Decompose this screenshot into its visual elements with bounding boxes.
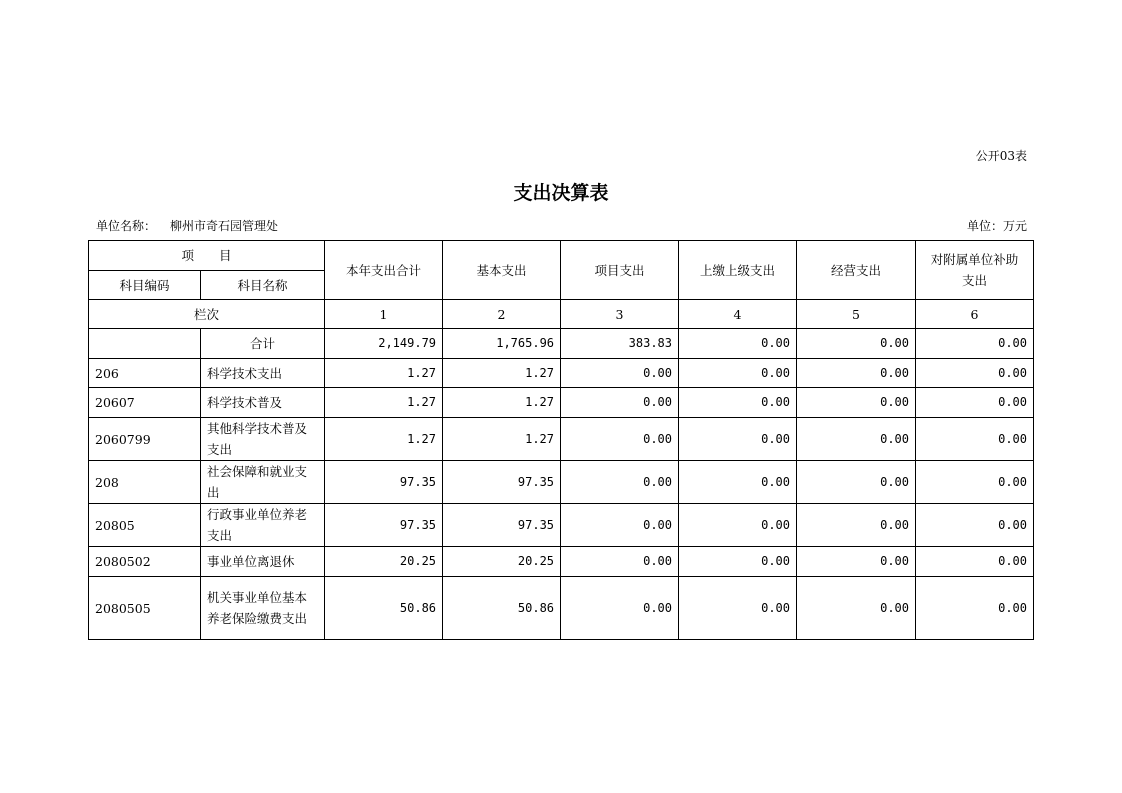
subject-code: 206 <box>89 359 201 388</box>
amount-cell: 97.35 <box>325 504 443 547</box>
table-row <box>89 388 1034 418</box>
amount-cell: 1.27 <box>443 359 561 388</box>
amount-cell: 0.00 <box>561 547 679 577</box>
amount-cell: 97.35 <box>443 461 561 504</box>
subject-name: 机关事业单位基本养老保险缴费支出 <box>201 577 325 640</box>
amount-cell: 1.27 <box>443 418 561 461</box>
total-value: 1,765.96 <box>443 329 561 359</box>
col-number-5: 5 <box>797 300 916 329</box>
total-value: 383.83 <box>561 329 679 359</box>
amount-cell: 0.00 <box>797 504 916 547</box>
unit-name-value: 柳州市奇石园管理处 <box>170 219 279 233</box>
subject-code: 2080502 <box>89 547 201 577</box>
amount-cell: 20.25 <box>443 547 561 577</box>
col-number-4: 4 <box>679 300 797 329</box>
amount-cell: 0.00 <box>797 388 916 418</box>
amount-cell: 0.00 <box>679 577 797 640</box>
total-value: 2,149.79 <box>325 329 443 359</box>
amount-cell: 0.00 <box>679 461 797 504</box>
col-number-2: 2 <box>443 300 561 329</box>
table-row <box>89 504 1034 547</box>
unit-name-label: 单位名称： <box>96 219 157 233</box>
table-row <box>89 547 1034 577</box>
subject-name: 事业单位离退休 <box>201 547 325 577</box>
total-row <box>89 329 1034 359</box>
amount-cell: 0.00 <box>916 359 1034 388</box>
subject-code: 2060799 <box>89 418 201 461</box>
subject-name: 其他科学技术普及支出 <box>201 418 325 461</box>
subject-name: 行政事业单位养老支出 <box>201 504 325 547</box>
subject-name: 科学技术支出 <box>201 359 325 388</box>
row-index-label: 栏次 <box>89 300 325 329</box>
amount-cell: 0.00 <box>797 577 916 640</box>
amount-cell: 0.00 <box>561 577 679 640</box>
header-col-3: 项目支出 <box>561 241 679 300</box>
table-row <box>89 359 1034 388</box>
amount-cell: 50.86 <box>443 577 561 640</box>
header-code: 科目编码 <box>89 271 201 300</box>
col-number-6: 6 <box>916 300 1034 329</box>
amount-cell: 0.00 <box>916 418 1034 461</box>
amount-cell: 1.27 <box>325 418 443 461</box>
total-value: 0.00 <box>916 329 1034 359</box>
amount-cell: 0.00 <box>561 388 679 418</box>
amount-cell: 1.27 <box>325 388 443 418</box>
amount-cell: 0.00 <box>561 504 679 547</box>
col-number-3: 3 <box>561 300 679 329</box>
subject-code: 208 <box>89 461 201 504</box>
total-value: 0.00 <box>797 329 916 359</box>
amount-cell: 0.00 <box>679 418 797 461</box>
header-col-4: 上缴上级支出 <box>679 241 797 300</box>
header-col-1: 本年支出合计 <box>325 241 443 300</box>
unit-name <box>96 217 278 234</box>
amount-cell: 0.00 <box>797 461 916 504</box>
amount-cell: 0.00 <box>916 388 1034 418</box>
header-col-6: 对附属单位补助支出 <box>916 241 1034 300</box>
header-col-5: 经营支出 <box>797 241 916 300</box>
amount-cell: 0.00 <box>679 504 797 547</box>
amount-cell: 97.35 <box>443 504 561 547</box>
subject-code: 20805 <box>89 504 201 547</box>
subject-name: 社会保障和就业支出 <box>201 461 325 504</box>
subject-name: 科学技术普及 <box>201 388 325 418</box>
amount-cell: 0.00 <box>916 577 1034 640</box>
amount-cell: 0.00 <box>679 359 797 388</box>
amount-cell: 97.35 <box>325 461 443 504</box>
col-number-1: 1 <box>325 300 443 329</box>
amount-cell: 1.27 <box>443 388 561 418</box>
amount-cell: 0.00 <box>561 461 679 504</box>
amount-cell: 1.27 <box>325 359 443 388</box>
total-code-cell <box>89 329 201 359</box>
subject-code: 2080505 <box>89 577 201 640</box>
amount-cell: 0.00 <box>916 547 1034 577</box>
amount-cell: 0.00 <box>561 418 679 461</box>
amount-cell: 0.00 <box>561 359 679 388</box>
total-value: 0.00 <box>679 329 797 359</box>
table-row <box>89 418 1034 461</box>
header-item: 项 目 <box>89 241 325 271</box>
table-row <box>89 577 1034 640</box>
amount-cell: 0.00 <box>797 359 916 388</box>
page-title: 支出决算表 <box>513 182 609 204</box>
table-row <box>89 461 1034 504</box>
amount-cell: 0.00 <box>797 547 916 577</box>
subject-code: 20607 <box>89 388 201 418</box>
amount-cell: 20.25 <box>325 547 443 577</box>
amount-cell: 0.00 <box>679 388 797 418</box>
total-label: 合计 <box>201 329 325 359</box>
form-number: 公开03表 <box>975 149 1027 163</box>
header-name: 科目名称 <box>201 271 325 300</box>
currency-unit: 单位：万元 <box>966 219 1027 233</box>
amount-cell: 0.00 <box>797 418 916 461</box>
amount-cell: 0.00 <box>679 547 797 577</box>
expenditure-table <box>88 240 1034 640</box>
amount-cell: 50.86 <box>325 577 443 640</box>
header-col-2: 基本支出 <box>443 241 561 300</box>
amount-cell: 0.00 <box>916 461 1034 504</box>
amount-cell: 0.00 <box>916 504 1034 547</box>
